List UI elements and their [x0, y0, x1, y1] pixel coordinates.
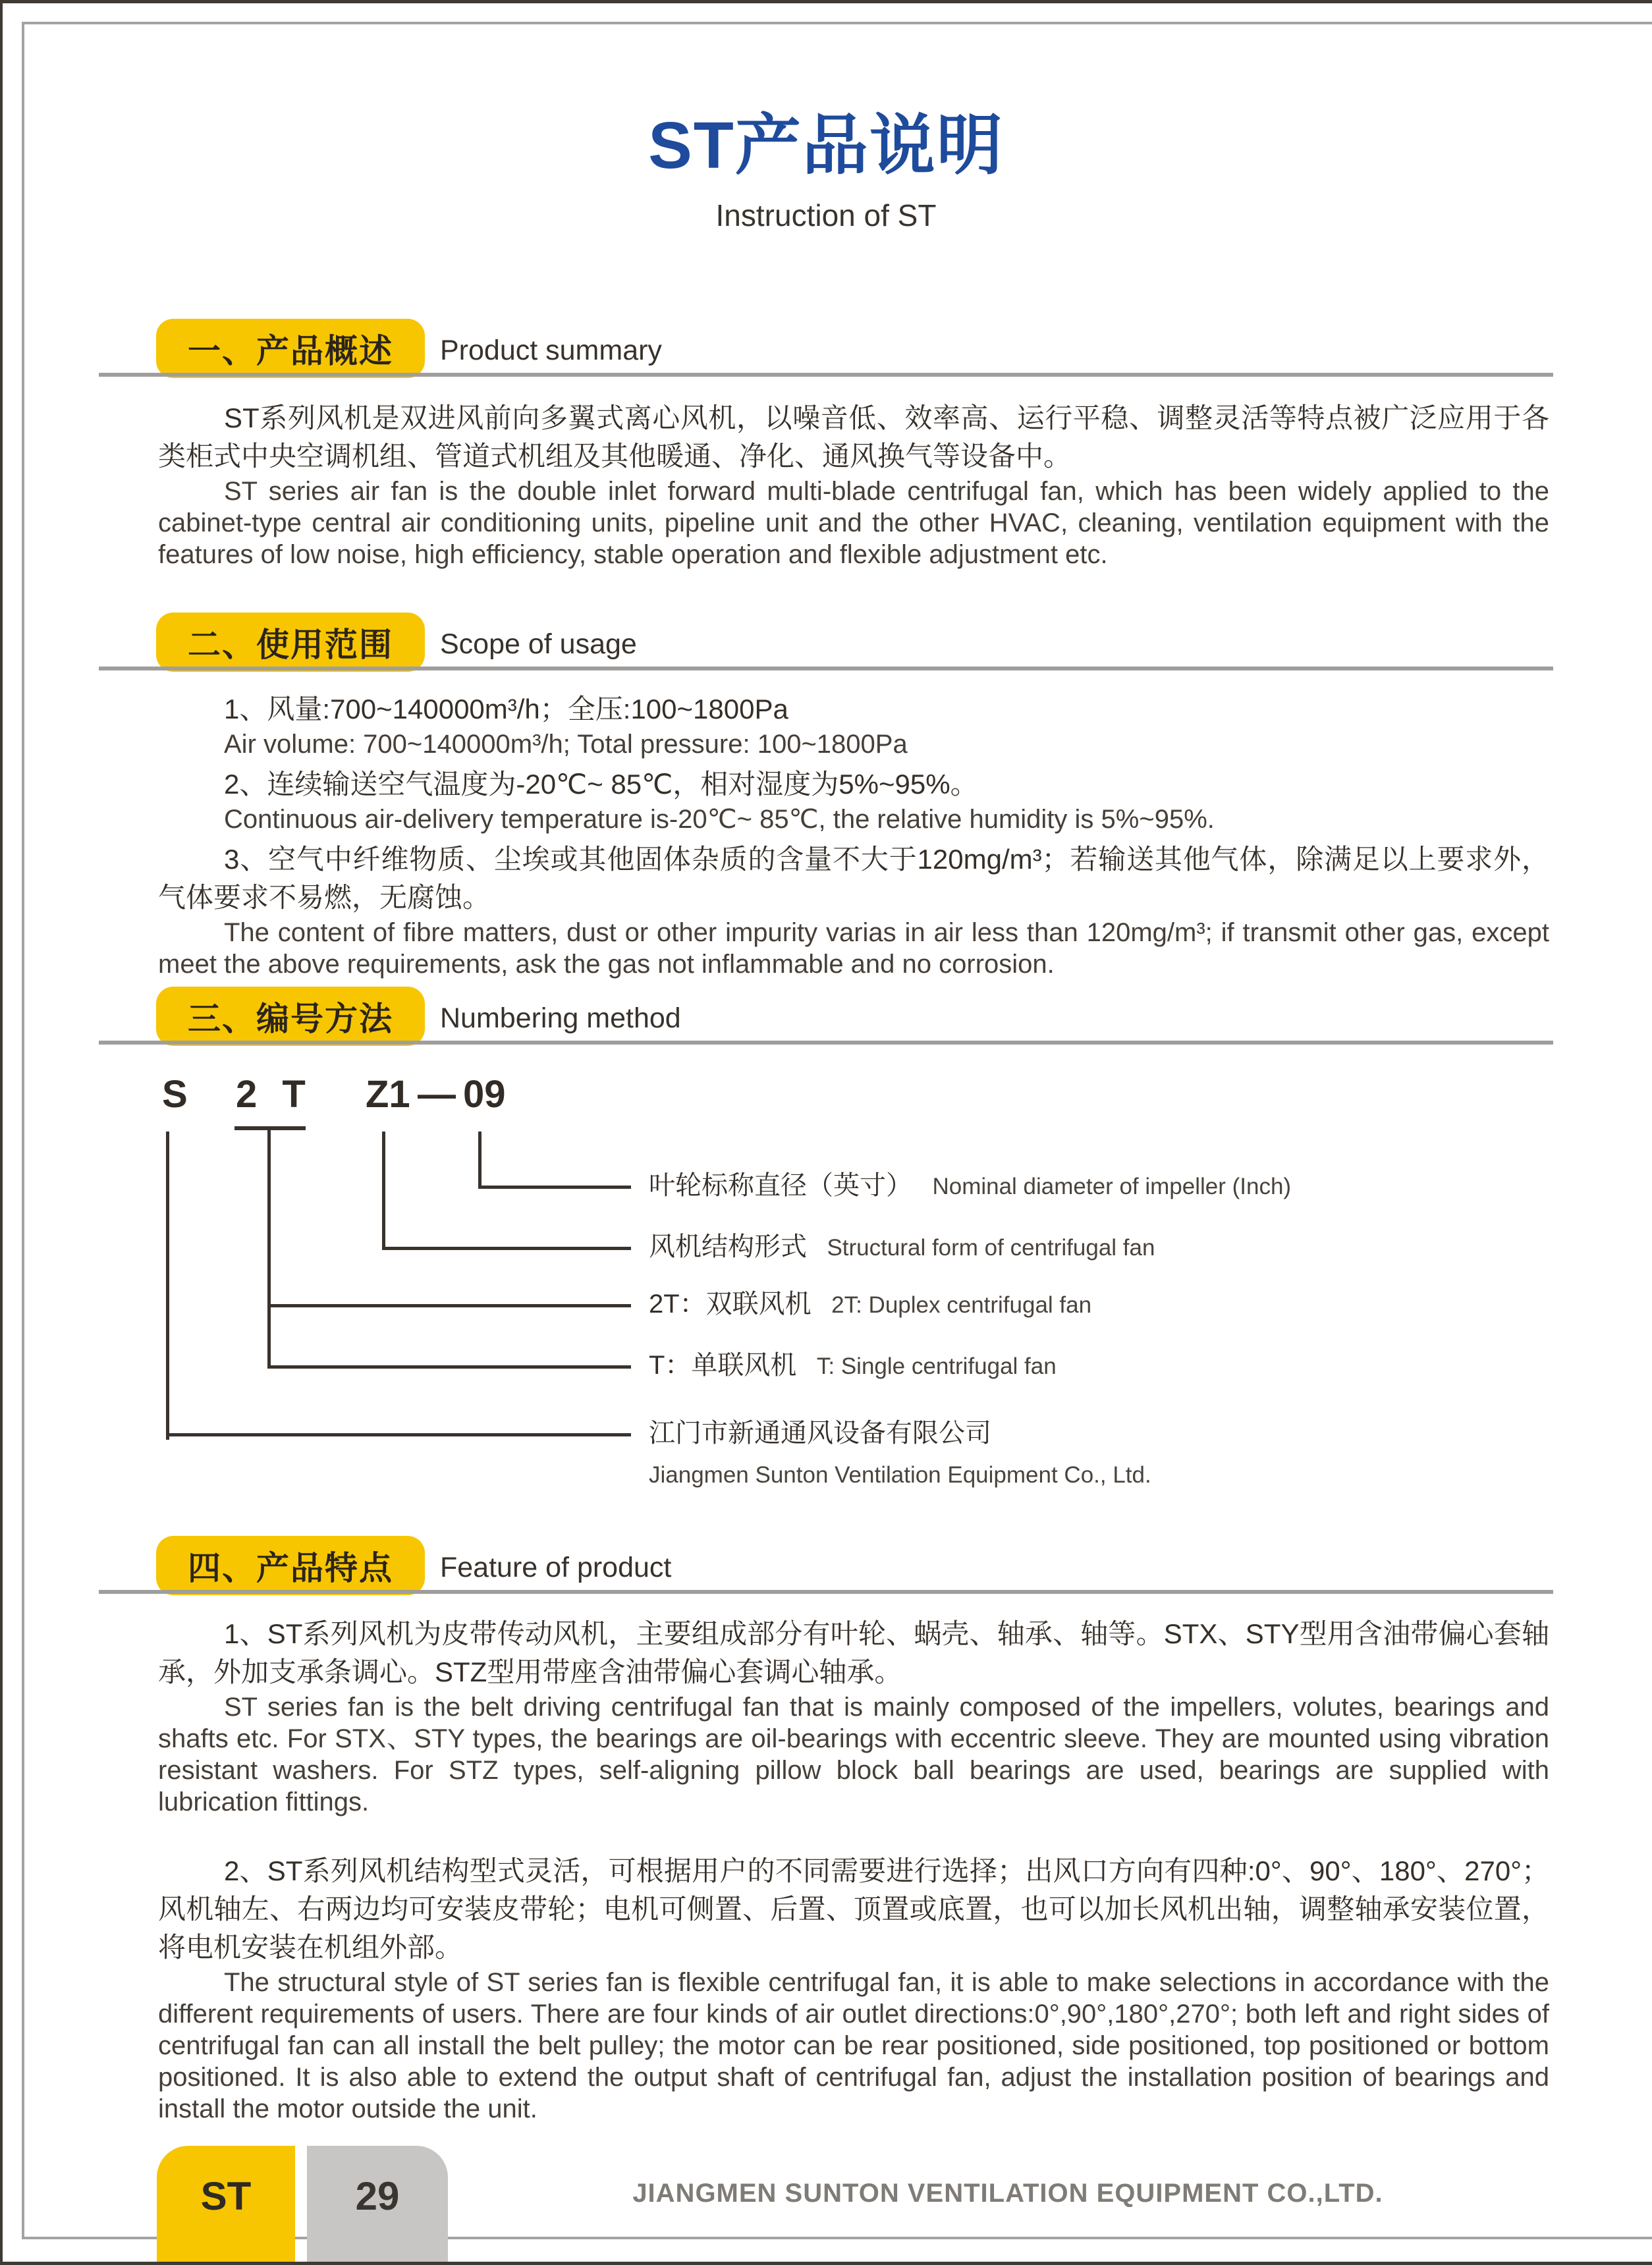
diagram-row-single — [649, 1347, 1057, 1390]
footer-page-number-tab — [307, 2146, 448, 2265]
diagram-label-en: Nominal diameter of impeller (Inch) — [932, 1174, 1292, 1199]
section1-paragraph-cn: ST系列风机是双进风前向多翼式离心风机，以噪音低、效率高、运行平稳、调整灵活等特点被广泛应用于各类柜式中央空调机组、管道式机组及其他暖通、净化、通风换气等设备中。 — [158, 402, 1549, 472]
section1-rule — [99, 373, 1553, 377]
usage-item-cn: 3、空气中纤维物质、尘埃或其他固体杂质的含量不大于120mg/m³；若输送其他气体，除满足以上要求外，气体要求不易燃，无腐蚀。 — [158, 844, 1549, 913]
diagram-label-en: 2T: Duplex centrifugal fan — [831, 1292, 1092, 1318]
page-title: ST产品说明 — [648, 109, 1004, 182]
branch-duplex — [267, 1304, 631, 1307]
branch-impeller-diameter — [478, 1186, 631, 1189]
diagram-label-en: Structural form of centrifugal fan — [827, 1235, 1155, 1261]
section3-badge: 三、编号方法 — [156, 987, 425, 1046]
outer-border-top — [0, 0, 1652, 3]
usage-item-en: The content of fibre matters, dust or other impurity varias in air less than 120mg/m³; if transmit other gas, except meet the above requirements, ask the gas not inflammable and no corrosion. — [158, 918, 1549, 979]
footer-company-name: JIANGMEN SUNTON VENTILATION EQUIPMENT CO.,LTD. — [632, 2179, 1383, 2208]
feature-paragraph1-cn: 1、ST系列风机为皮带传动风机，主要组成部分有叶轮、蜗壳、轴承、轴等。STX、STY型用含油带偏心套轴承，外加支承条调心。STZ型用带座含油带偏心套调心轴承。 — [158, 1618, 1549, 1687]
code-letter-2t: 2 T — [236, 1073, 306, 1116]
branch-structural-form — [382, 1247, 631, 1250]
outer-border-bottom — [0, 2262, 1652, 2265]
diagram-label-en: T: Single centrifugal fan — [816, 1353, 1057, 1379]
diagram-label-cn: 2T：双联风机 — [649, 1290, 812, 1319]
stem-2t — [267, 1130, 271, 1369]
section2-label-en: Scope of usage — [440, 628, 637, 660]
footer-series-label: ST — [200, 2174, 252, 2218]
section4-badge: 四、产品特点 — [156, 1536, 425, 1595]
usage-item-cn: 2、连续输送空气温度为-20℃~ 85℃，相对湿度为5%~95%。 — [224, 769, 978, 800]
section4-body — [158, 1615, 1549, 2130]
section2-badge: 二、使用范围 — [156, 613, 425, 672]
diagram-label-cn: 叶轮标称直径（英寸） — [649, 1171, 912, 1200]
branch-company — [166, 1433, 631, 1436]
stem-s — [166, 1132, 169, 1440]
feature-paragraph1-en: ST series fan is the belt driving centrifugal fan that is mainly composed of the impellers, volutes, bearings and shafts etc. For STX、STY types, the bearings are oil-bearings with eccentric sleeve. They are mounted using vibration resistant washers. For STZ types, self-aligning pillow block ball bearings are used, bearings are supplied with lubrication fittings. — [158, 1693, 1549, 1816]
diagram-row-impeller-diameter — [649, 1167, 1291, 1210]
section4-label-en: Feature of product — [440, 1552, 672, 1583]
code-letter-s: S — [162, 1073, 188, 1116]
section3-label-en: Numbering method — [440, 1002, 681, 1034]
feature-paragraph2-cn: 2、ST系列风机结构型式灵活，可根据用户的不同需要进行选择；出风口方向有四种:0°、90°、180°、270°；风机轴左、右两边均可安装皮带轮；电机可侧置、后置、顶置或底置，也可以加长风机出轴，调整轴承安装位置，将电机安装在机组外部。 — [158, 1855, 1549, 1963]
section3-rule — [99, 1041, 1553, 1045]
diagram-label-cn: 风机结构形式 — [649, 1232, 807, 1261]
code-dash: — — [418, 1073, 456, 1116]
diagram-label-cn: 江门市新通通风设备有限公司 — [649, 1419, 991, 1448]
usage-item-cn: 1、风量:700~140000m³/h；全压:100~1800Pa — [224, 694, 788, 724]
usage-item-en: Continuous air-delivery temperature is-20℃~ 85℃, the relative humidity is 5%~95%. — [224, 805, 1215, 834]
section1-paragraph-en: ST series air fan is the double inlet forward multi-blade centrifugal fan, which has been widely applied to the cabinet-type central air conditioning units, pipeline unit and the other HVAC, cleaning, ventilation equipment with the features of low noise, high efficiency, stable operation and flexible adjustment etc. — [158, 477, 1549, 569]
diagram-row-company-en — [649, 1457, 1151, 1498]
footer-page-number: 29 — [355, 2174, 400, 2218]
code-letter-z1: Z1 — [366, 1073, 410, 1116]
stem-z1 — [382, 1132, 385, 1250]
stem-09 — [478, 1132, 482, 1189]
section1-label-en: Product summary — [440, 335, 662, 366]
diagram-row-company-cn — [649, 1415, 991, 1458]
inner-border-top — [22, 22, 1652, 24]
diagram-row-structural-form — [649, 1228, 1155, 1271]
feature-paragraph2-en: The structural style of ST series fan is flexible centrifugal fan, it is able to make selections in accordance with the different requirements of users. There are four kinds of air outlet directions:0°,90°,180°,270°; both left and right sides of centrifugal fan can all install the belt pulley; the motor can be rear positioned, side positioned, top positioned or bottom positioned. It is also able to extend the output shaft of centrifugal fan, adjust the installation position of bearings and install the motor outside the unit. — [158, 1968, 1549, 2123]
section4-rule — [99, 1590, 1553, 1594]
diagram-label-en: Jiangmen Sunton Ventilation Equipment Co., Ltd. — [649, 1462, 1151, 1488]
page-subtitle: Instruction of ST — [715, 198, 937, 232]
usage-item-en: Air volume: 700~140000m³/h; Total pressure: 100~1800Pa — [224, 730, 908, 759]
section1-body — [158, 399, 1549, 576]
outer-border-left — [0, 0, 3, 2265]
footer-series-tab — [157, 2146, 295, 2265]
diagram-row-duplex — [649, 1286, 1091, 1328]
branch-single — [267, 1365, 631, 1369]
code-number-09: 09 — [463, 1073, 506, 1116]
section2-body — [158, 690, 1549, 985]
diagram-label-cn: T：单联风机 — [649, 1351, 797, 1380]
inner-border-left — [22, 22, 24, 2239]
section2-rule — [99, 667, 1553, 670]
section1-badge: 一、产品概述 — [156, 319, 425, 378]
